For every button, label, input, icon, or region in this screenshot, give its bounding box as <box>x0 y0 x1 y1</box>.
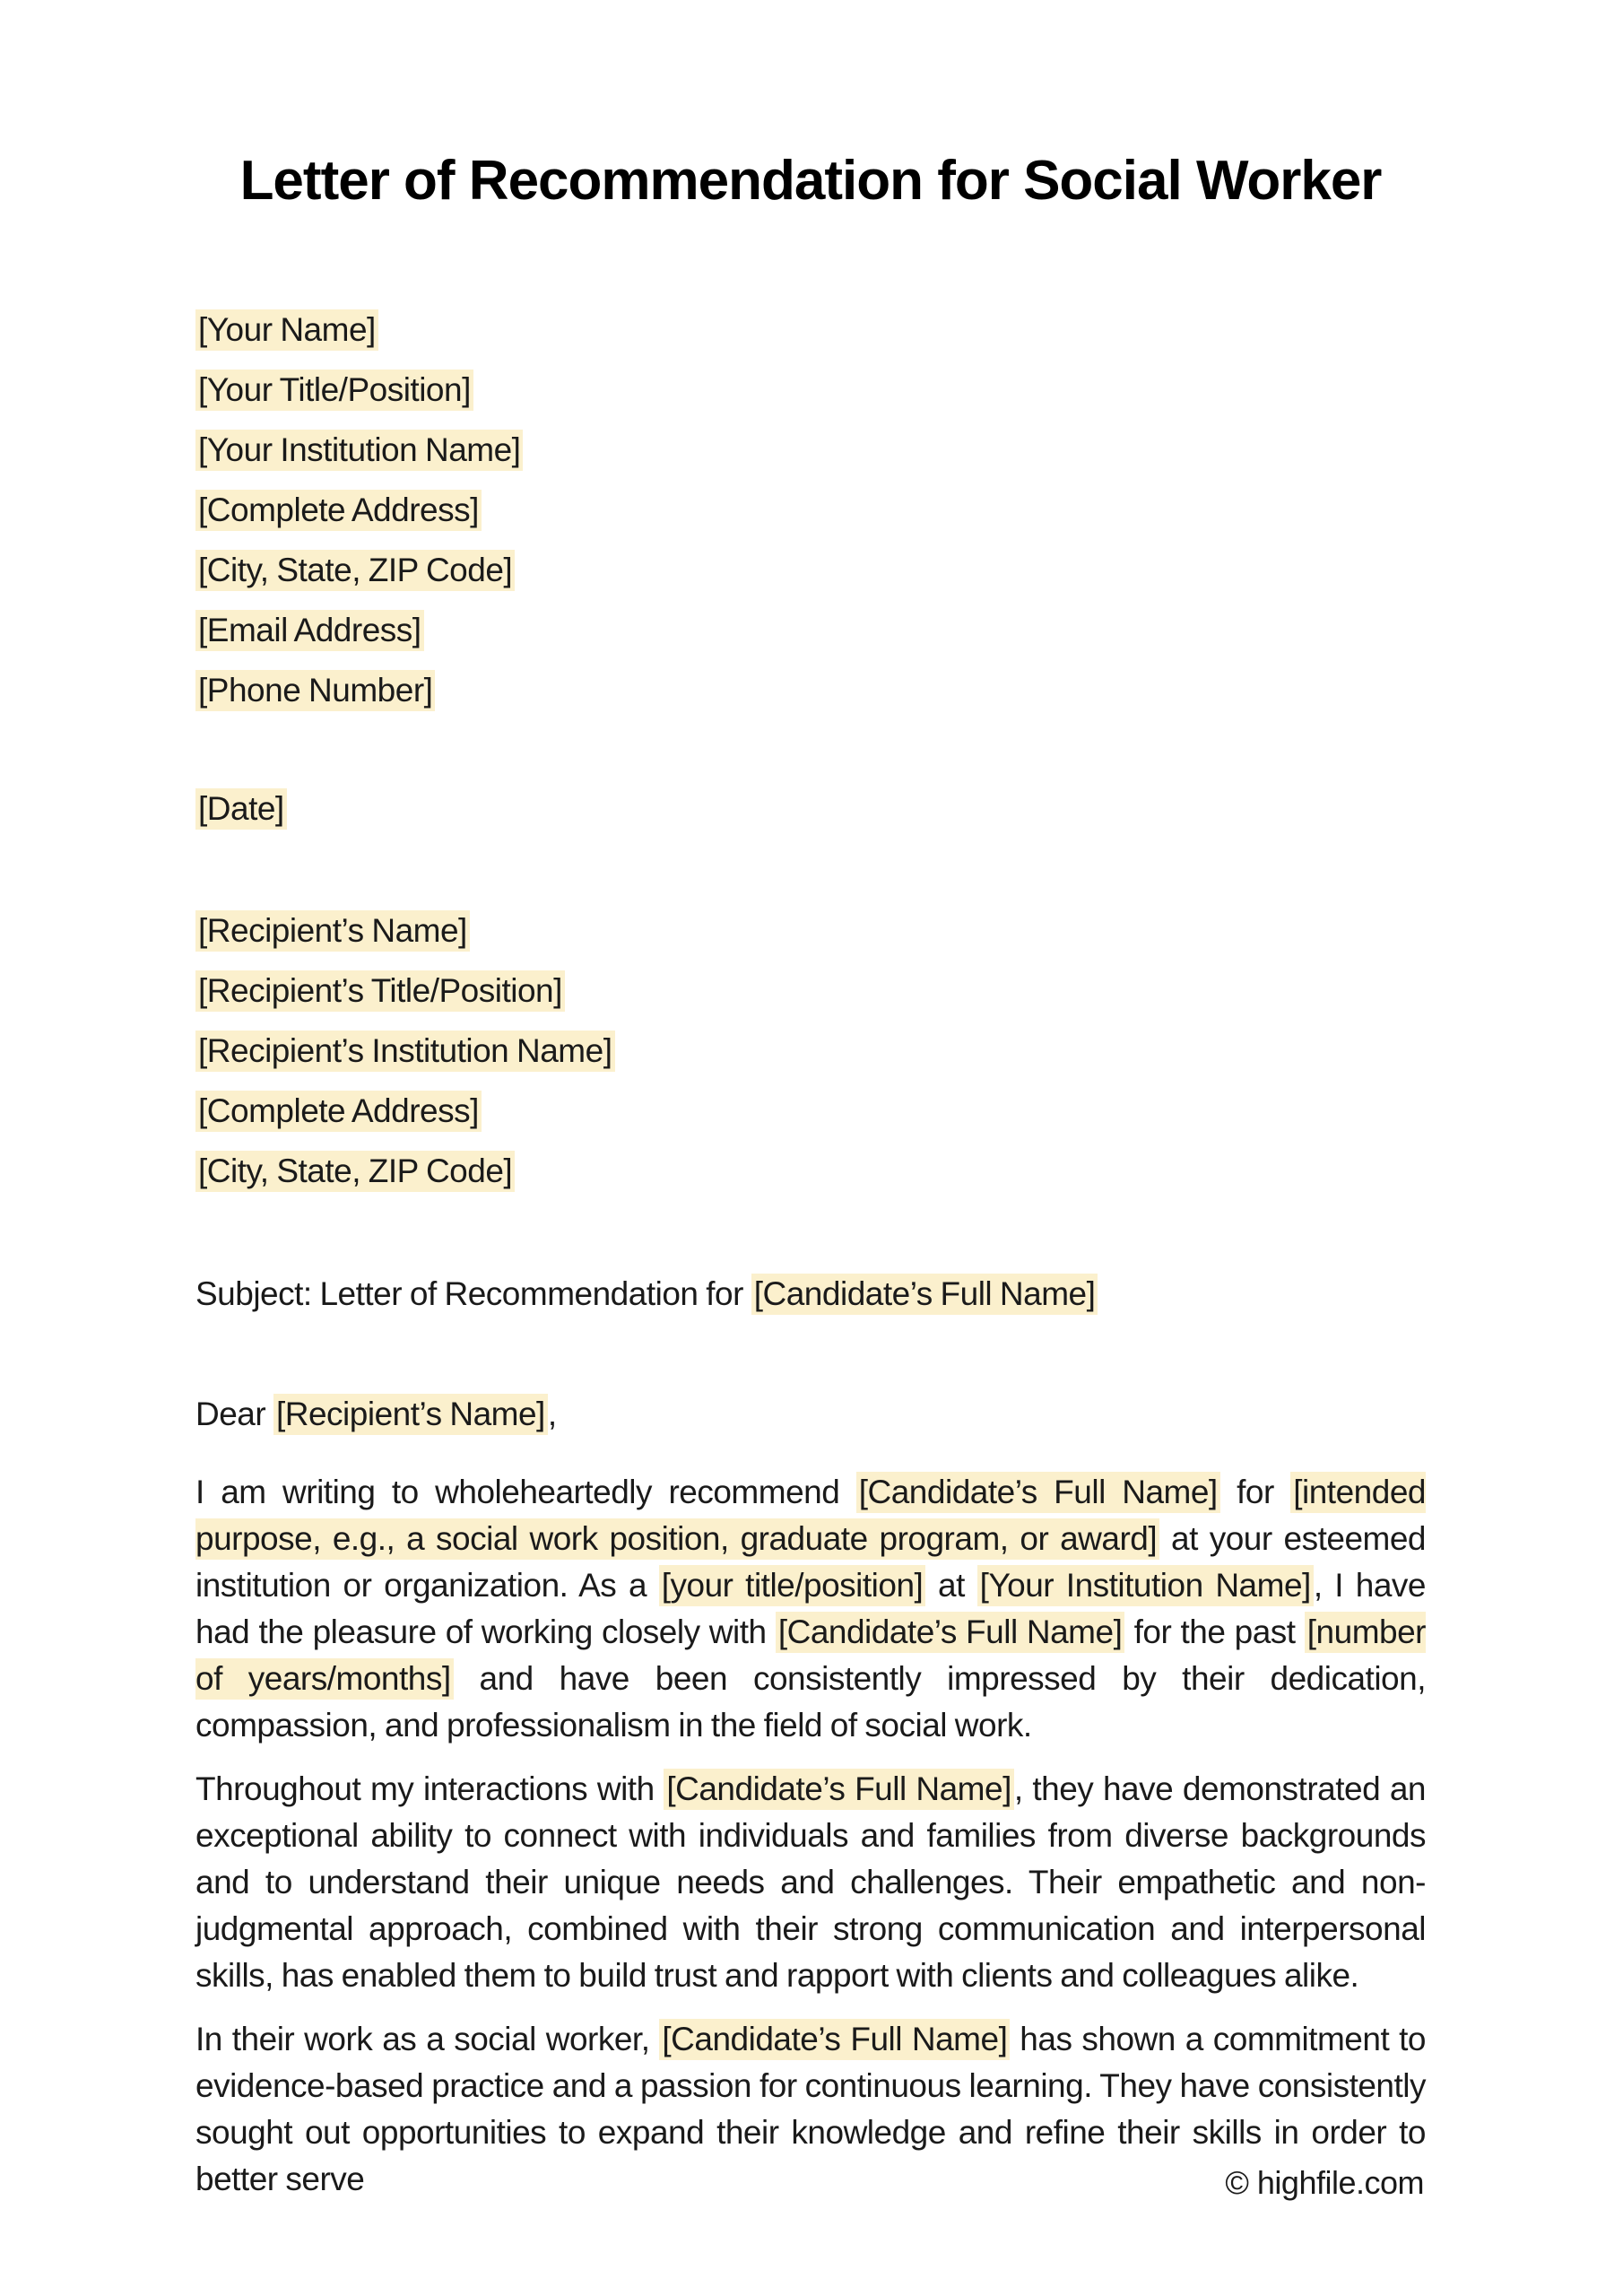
placeholder-highlight: [Candidate’s Full Name] <box>664 1769 1014 1810</box>
placeholder-highlight: [Complete Address] <box>195 1091 482 1132</box>
address-line <box>195 971 1426 1011</box>
address-line <box>195 1091 1426 1131</box>
text-run: and have been consistently impressed by their dedication, compassion, and professionalism in the field of social work. <box>195 1660 1426 1744</box>
placeholder-highlight: [Candidate’s Full Name] <box>659 2019 1010 2060</box>
address-line <box>195 370 1426 410</box>
address-line <box>195 911 1426 951</box>
placeholder-highlight: [Recipient’s Institution Name] <box>195 1031 615 1072</box>
text-run: Subject: Letter of Recommendation for <box>195 1275 751 1312</box>
placeholder-highlight: [Date] <box>195 788 287 830</box>
sender-block <box>195 310 1426 710</box>
body-paragraph <box>195 1766 1426 1999</box>
address-line <box>195 1152 1426 1191</box>
text-run: Dear <box>195 1396 273 1432</box>
address-line <box>195 611 1426 650</box>
address-line <box>195 310 1426 350</box>
letter-body <box>195 1469 1426 2203</box>
placeholder-highlight: [Candidate’s Full Name] <box>776 1612 1125 1653</box>
address-line <box>195 671 1426 710</box>
text-run: In their work as a social worker, <box>195 2021 660 2057</box>
placeholder-highlight: [Your Institution Name] <box>977 1565 1314 1606</box>
body-paragraph <box>195 1469 1426 1749</box>
placeholder-highlight: [Recipient’s Title/Position] <box>195 970 565 1012</box>
placeholder-highlight: [Complete Address] <box>195 490 482 531</box>
address-line <box>195 789 1426 829</box>
address-line <box>195 491 1426 530</box>
text-run: for <box>1219 1474 1291 1510</box>
text-run: , they have demonstrated an exceptional ability to connect with individuals and families from diverse backgrounds and to understand their unique needs and challenges. Their empathetic and non-judgmental approach, combined with their strong communication and interpersonal skills, has enabled them to build trust and rapport with clients and colleagues alike. <box>195 1770 1426 1994</box>
subject-line <box>195 1274 1426 1314</box>
placeholder-highlight: [Phone Number] <box>195 670 435 711</box>
text-run: for the past <box>1124 1613 1305 1650</box>
placeholder-highlight: [Candidate’s Full Name] <box>751 1274 1098 1315</box>
text-run: at <box>925 1567 977 1604</box>
placeholder-highlight: [Email Address] <box>195 610 424 651</box>
text-run: has shown a commitment to evidence-based practice and a passion for continuous learning. They have consistently sought out opportunities to expand their knowledge and refine their skills in order to better serve <box>195 2021 1426 2197</box>
text-run: at your esteemed institution or organization. As a <box>195 1520 1426 1604</box>
placeholder-highlight: [Recipient’s Name] <box>195 910 470 952</box>
placeholder-highlight: [Recipient’s Name] <box>273 1394 548 1435</box>
placeholder-highlight: [your title/position] <box>659 1565 926 1606</box>
placeholder-highlight: [Your Title/Position] <box>195 370 473 411</box>
address-line <box>195 1031 1426 1071</box>
placeholder-highlight: [number of years/months] <box>195 1612 1426 1700</box>
recipient-block <box>195 911 1426 1191</box>
text-run: I am writing to wholeheartedly recommend <box>195 1474 856 1510</box>
placeholder-highlight: [City, State, ZIP Code] <box>195 1151 515 1192</box>
text-run: , I have had the pleasure of working closely with <box>195 1567 1426 1650</box>
text-run: Throughout my interactions with <box>195 1770 664 1807</box>
address-line <box>195 551 1426 590</box>
greeting-line <box>195 1395 1426 1434</box>
placeholder-highlight: [Your Name] <box>195 309 378 351</box>
address-line <box>195 430 1426 470</box>
placeholder-highlight: [Your Institution Name] <box>195 430 523 471</box>
placeholder-highlight: [City, State, ZIP Code] <box>195 550 515 591</box>
placeholder-highlight: [Candidate’s Full Name] <box>856 1472 1220 1513</box>
date-line <box>195 789 1426 829</box>
footer-credit: © highfile.com <box>1225 2164 1424 2201</box>
text-run: , <box>547 1396 557 1432</box>
placeholder-highlight: [intended purpose, e.g., a social work position, graduate program, or award] <box>195 1472 1426 1560</box>
document-title: Letter of Recommendation for Social Worker <box>239 150 1382 212</box>
